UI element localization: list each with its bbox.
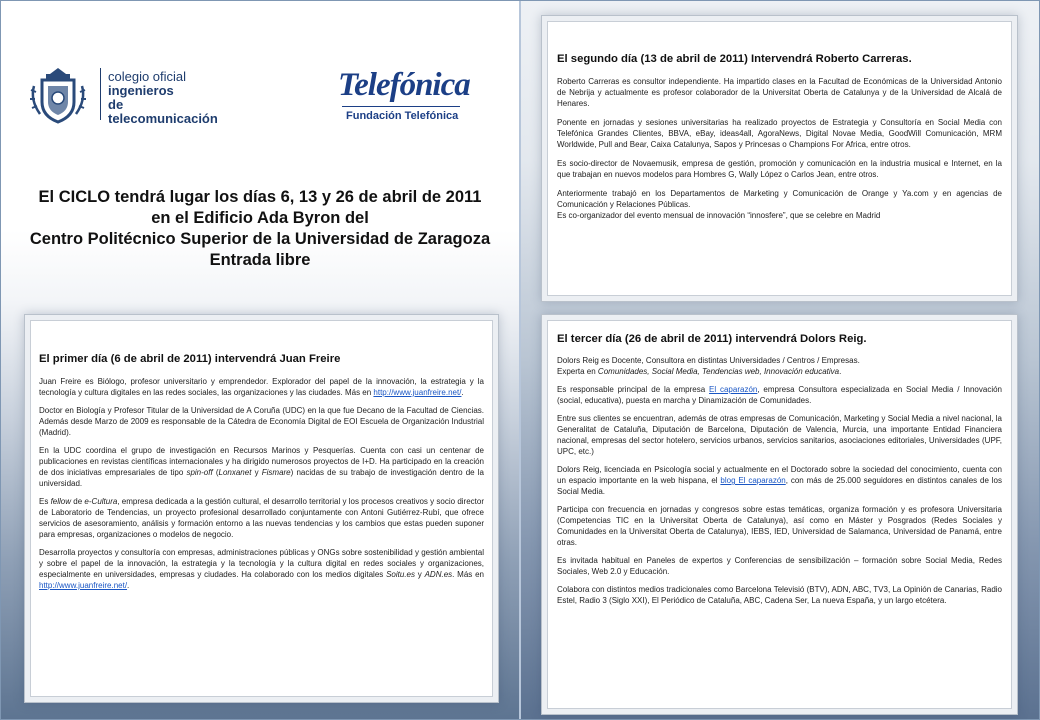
coit-name [108, 70, 218, 126]
day1-text: y [251, 468, 262, 477]
coit-line-2: ingenieros [108, 83, 174, 98]
intro-free-entry: Entrada libre [209, 251, 311, 269]
day2-card [547, 21, 1012, 296]
day1-text: ) nacidas de su trabajo de investigación dentro de la universidad. [39, 468, 484, 488]
day3-text: , empresa Consultora especializada en Social Media / Innovación (social, educativa), puesta en marcha y Dinamización de Comunidades. [557, 385, 1003, 405]
day2-paragraph: Roberto Carreras es consultor independiente. Ha impartido clases en la Facultad de Económicas de la Universidad Antonio de Nebrija y actualmente es profesor colaborador de la Universitat Oberta de Catalunya y de la Universidad de Alcalá de Henares. [557, 77, 1002, 108]
coit-line-3: de telecomunicación [108, 97, 218, 126]
day1-bio-text: Juan Freire es Biólogo, profesor universitario y emprendedor. Explorador del papel de la innovación, la estrategia y la tecnología y cultura digitales en las redes sociales, las organizaciones y las ciudades. Más en [39, 377, 484, 397]
day3-punct: . [839, 367, 842, 376]
day1-text: de [71, 497, 85, 506]
telefonica-rule [342, 106, 460, 107]
day1-em: Fismare [261, 468, 291, 477]
day2-title: El segundo día (13 de abril de 2011) Intervendrá Roberto Carreras. [557, 53, 912, 65]
day1-text: Es [39, 497, 51, 506]
day3-text: Dolors Reig es Docente, Consultora en distintas Universidades / Centros / Empresas. [557, 356, 860, 365]
telefonica-wordmark: Telefónica [338, 67, 470, 103]
day1-title: El primer día (6 de abril de 2011) intervendrá Juan Freire [39, 353, 341, 365]
day3-paragraph: Es invitada habitual en Paneles de expertos y Conferencias de sensibilización – formación sobre Social Media, Redes Sociales, Web 2.0 y Educación. [557, 556, 1002, 576]
coit-seal-icon [28, 64, 88, 126]
fundacion-telefonica-label: Fundación Telefónica [346, 110, 459, 122]
day3-card [547, 320, 1012, 709]
day2-paragraph: Es socio-director de Novaemusik, empresa de gestión, promoción y comunicación en la industria musical e Internet, en la que trabajan en nuevos modelos para Hombres G, Wally López o Carlos Jean, entre otros. [557, 159, 1002, 179]
day3-text: , con más de 25.000 seguidores en distintos canales de los Social Media. [557, 476, 1002, 496]
juanfreire-link[interactable]: http://www.juanfreire.net/ [373, 388, 462, 397]
day3-text: Dolors Reig, licenciada en Psicología social y actualmente en el Doctorado sobre la sociedad del conocimiento, cuenta con un espacio importante en la web hispana, el [557, 465, 1002, 485]
intro-building: en el Edificio Ada Byron del [151, 209, 369, 227]
day1-em: Lonxanet [218, 468, 252, 477]
day3-paragraph: Participa con frecuencia en jornadas y congresos sobre estas temáticas, organiza formación y es profesora Universitaria (Competencias TIC en la Universitat Oberta de Catalunya), así como en Máster y Posgrados (Redes Sociales y Comunidades en la Universitat Oberta de Catalunya), IEBS, IED, Universidad de Salamanca, Universidad de Panamá, entre otras. [557, 505, 1002, 547]
event-intro [20, 187, 500, 271]
day1-paragraph [39, 547, 484, 591]
coit-logo [28, 64, 218, 126]
day1-card [30, 320, 493, 697]
coit-line-1: colegio oficial [108, 69, 187, 84]
day1-em: fellow [50, 497, 72, 506]
day1-text: , empresa dedicada a la gestión cultural, el desarrollo territorial y los procesos creativos y socio director de Laboratorio de Tendencias, un proyecto profesional desarrollado conjuntamente con Antoni Gutiérrez-Rubí, que ofrece servicios de asesoramiento, análisis y formación entorno a las nuevas tendencias y los cambios que estas pueden suponer para empresas, organizaciones o modelos de negocio. [39, 497, 485, 539]
day1-text: Desarrolla proyectos y consultoría con empresas, administraciones públicas y ONGs sobre sostenibilidad y gestión ambiental y sobre el papel de la innovación, la estrategia y la tecnología y la cultura digital en redes sociales y organizaciones, especialmente en universidades, empresas y ciudades. Ha colaborado con los medios digitales [39, 548, 484, 579]
day1-punct: . [461, 388, 464, 397]
intro-dates: El CICLO tendrá lugar los días 6, 13 y 26 de abril de 2011 [38, 188, 482, 206]
telefonica-logo [338, 68, 468, 128]
day3-paragraph [557, 464, 1002, 497]
day1-em: spin-off [186, 468, 213, 477]
coit-divider [100, 68, 101, 120]
day1-paragraph [39, 376, 484, 398]
day1-text: En la UDC coordina el grupo de investigación en Recursos Marinos y Pesquerías. Cuenta con casi un centenar de publicaciones en revistas científicas internacionales y ha dirigido numerosos proyectos de I+D. Ha participado en la creación de dos iniciativas empresariales de tipo [39, 446, 484, 477]
juanfreire-link-2[interactable]: http://www.juanfreire.net/ [39, 581, 128, 590]
day3-title: El tercer día (26 de abril de 2011) intervendrá Dolors Reig. [557, 333, 867, 345]
day1-text: . Más en [452, 570, 484, 579]
el-caparazon-link[interactable]: El caparazón [709, 385, 758, 394]
intro-venue: Centro Politécnico Superior de la Universidad de Zaragoza [29, 230, 491, 248]
day2-text: Anteriormente trabajó en los Departamentos de Marketing y Comunicación de Orange y Ya.com y en agencias de Comunicación y Relaciones Públicas. [557, 189, 1002, 209]
day2-paragraph [557, 188, 1002, 221]
day3-em: Comunidades, Social Media, Tendencias web, Innovación educativa [597, 367, 840, 376]
day2-text: Es co-organizador del evento mensual de innovación “innosfere”, que se celebre en Madrid [557, 211, 881, 220]
day1-em: Soitu.es [386, 570, 415, 579]
day3-paragraph: Colabora con distintos medios tradicionales como Barcelona Televisió (BTV), ADN, ABC, TV3, La Opinión de Canarias, Radio Estel, Radio 3 (Siglo XXI), El Periódico de Cataluña, ABC, Cadena Ser, La nueva España, y un largo etcétera. [557, 585, 1002, 605]
day2-paragraph: Ponente en jornadas y sesiones universitarias ha realizado proyectos de Estrategia y Consultoría en Social Media con Telefónica Grandes Clientes, BBVA, eBay, ideas4all, AgoraNews, Digital Novae Media, GoodWill Comunicación, MRM Worldwide, Pull and Bear, Caixa Catalunya, Sapos y Princesas o Champions For Africa, entre otros. [557, 118, 1002, 149]
day1-punct: . [127, 581, 130, 590]
day1-paragraph [39, 445, 484, 489]
day1-text: ( [212, 468, 219, 477]
day3-paragraph [557, 355, 1002, 377]
day1-paragraph [39, 496, 484, 540]
day3-paragraph: Entre sus clientes se encuentran, además de otras empresas de Comunicación, Marketing y Social Media a nivel nacional, la Generalitat de Cataluña, Diputación de Barcelona, Diputación de Valencia, Murcia, una importante Entidad Financiera nacional, empresas del sector hotelero, servicios urbanos, servicios sanitarios, asociaciones editoriales, Universidades (UPF, UPC, etc.) [557, 414, 1002, 456]
day3-text: Es responsable principal de la empresa [557, 385, 710, 394]
day3-paragraph [557, 384, 1002, 406]
day1-em: e-Cultura [84, 497, 118, 506]
day1-em: ADN.es [424, 570, 453, 579]
day1-paragraph: Doctor en Biología y Profesor Titular de la Universidad de A Coruña (UDC) en la que fue Decano de la Facultad de Ciencias. Además desde Marzo de 2009 es responsable de la Cátedra de Economía Digital de EOI Escuela de Organización Industrial (Madrid). [39, 406, 484, 437]
day3-text: Experta en [557, 367, 598, 376]
blog-el-caparazon-link[interactable]: blog El caparazón [720, 476, 786, 485]
day1-text: y [415, 570, 425, 579]
